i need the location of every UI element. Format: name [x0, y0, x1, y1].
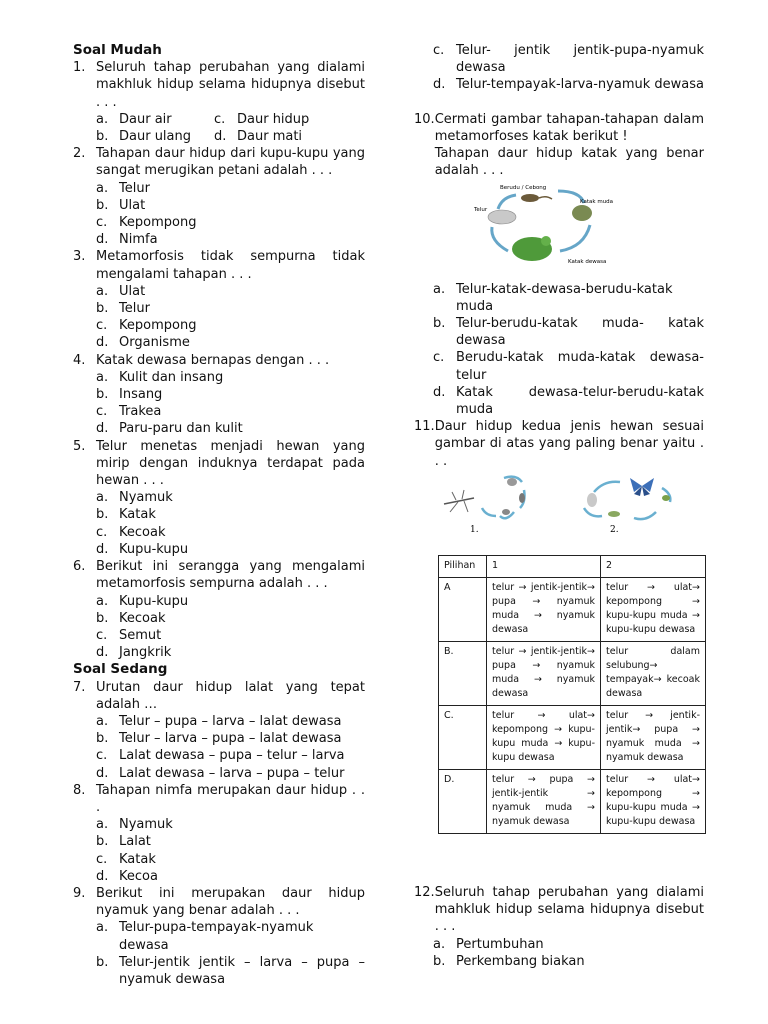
option: b. Ulat [96, 197, 146, 213]
question-11: 11. Daur hidup kedua jenis hewan sesuai gambar di atas yang paling benar yaitu . . . [414, 419, 704, 469]
answer-table [438, 555, 706, 834]
frog-egg [488, 210, 516, 224]
option: a. Telur-katak-dewasa-berudu-katak muda [433, 281, 673, 314]
option: d. Jangkrik [96, 645, 172, 661]
option: b. Telur [96, 301, 150, 317]
q1-options-row-2: b. Daur ulang d. Daur mati [96, 129, 303, 145]
table-cell: D. [439, 770, 487, 834]
table-row [439, 578, 706, 642]
option: c. Telur- jentik jentik-pupa-nyamuk dewasa [433, 43, 704, 76]
table-cell: telur dalam selubung→ tempayak→ kecoak dewasa [601, 642, 706, 706]
option: d. Paru-paru dan kulit [96, 421, 243, 437]
question-3: 3. Metamorfosis tidak sempurna tidak mengalami tahapan . . . [73, 249, 365, 282]
frog-life-cycle-figure [472, 183, 704, 274]
tadpole [521, 194, 539, 202]
option: d. Katak dewasa-telur-berudu-katak muda [433, 384, 704, 418]
section-title-easy: Soal Mudah [73, 42, 162, 58]
option: c. Kecoak [96, 524, 166, 540]
table-cell: telur → ulat→ kepompong → kupu-kupu muda → kupu-kupu dewasa [601, 770, 706, 834]
option: a. Pertumbuhan [433, 936, 544, 952]
option: b. Insang [96, 387, 163, 403]
question-10: 10. Cermati gambar tahapan-tahapan dalam metamorfoses katak berikut ! Tahapan daur hidup katak yang benar adalah . . . [414, 111, 704, 179]
question-6: 6. Berikut ini serangga yang mengalami metamorfosis sempurna adalah . . . [73, 559, 365, 592]
option: c. Berudu-katak muda-katak dewasa-telur [433, 350, 704, 383]
label-young-frog: Katak muda [580, 199, 614, 206]
option: d. Nimfa [96, 232, 158, 248]
option: a. Ulat [96, 283, 146, 299]
table-header-row [439, 556, 706, 578]
option: a. Telur [96, 180, 150, 196]
question-12: 12. Seluruh tahap perubahan yang dialami mahkluk hidup selama hidupnya disebut . . . [414, 885, 704, 935]
table-cell: telur → jentik-jentik→ pupa → nyamuk muda → nyamuk dewasa [601, 706, 706, 770]
table-header: 2 [601, 556, 706, 578]
table-header: 1 [487, 556, 601, 578]
option: a. Telur-pupa-tempayak-nyamuk dewasa [96, 920, 314, 953]
option: a. Nyamuk [96, 490, 173, 506]
option: a. Nyamuk [96, 817, 173, 833]
table-cell: telur → ulat→ kepompong → kupu-kupu muda → kupu-kupu dewasa [487, 706, 601, 770]
figure-label-1: 1. [470, 524, 479, 535]
question-4: 4. Katak dewasa bernapas dengan . . . [73, 352, 330, 368]
question-7: 7. Urutan daur hidup lalat yang tepat adalah … [73, 679, 365, 712]
option: d. Kupu-kupu [96, 541, 189, 557]
table-cell: B. [439, 642, 487, 706]
option: c. Lalat dewasa – pupa – telur – larva [96, 748, 345, 764]
table-cell: telur → jentik-jentik→ pupa → nyamuk muda → nyamuk dewasa [487, 642, 601, 706]
option: d. Telur-tempayak-larva-nyamuk dewasa [433, 77, 704, 93]
option: a. Kulit dan insang [96, 369, 224, 385]
option: b. Telur-jentik jentik – larva – pupa – nyamuk dewasa [96, 954, 365, 987]
butterfly-cycle-figure [584, 478, 670, 535]
option: d. Kecoa [96, 868, 158, 884]
label-tadpole: Berudu / Cebong [500, 185, 547, 192]
figure-label-2: 2. [610, 524, 619, 535]
option: b. Lalat [96, 834, 151, 850]
label-egg: Telur [474, 207, 488, 214]
option: d. Organisme [96, 335, 190, 351]
option: a. Telur – pupa – larva – lalat dewasa [96, 713, 342, 729]
section-title-medium: Soal Sedang [73, 661, 168, 678]
question-8: 8. Tahapan nimfa merupakan daur hidup . . . [73, 782, 365, 815]
question-1: 1. Seluruh tahap perubahan yang dialami makhluk hidup selama hidupnya disebut . . . [73, 60, 365, 110]
option: c. Kepompong [96, 318, 197, 334]
option: b. Telur – larva – pupa – lalat dewasa [96, 731, 342, 747]
table-row [439, 706, 706, 770]
label-adult-frog: Katak dewasa [568, 259, 607, 266]
option: a. Kupu-kupu [96, 593, 189, 609]
table-row [439, 642, 706, 706]
table-cell: A [439, 578, 487, 642]
question-5: 5. Telur menetas menjadi hewan yang mirip dengan induknya terdapat pada hewan . . . [73, 438, 365, 489]
left-column [73, 42, 365, 988]
option: c. Kepompong [96, 215, 197, 231]
young-frog [572, 205, 592, 221]
question-2: 2. Tahapan daur hidup dari kupu-kupu yang sangat merugikan petani adalah . . . [73, 146, 365, 179]
option: b. Kecoak [96, 610, 166, 626]
option: d. Lalat dewasa – larva – pupa – telur [96, 765, 345, 781]
option: b. Perkembang biakan [433, 953, 585, 969]
table-cell: telur → jentik-jentik→ pupa → nyamuk muda → nyamuk dewasa [487, 578, 601, 642]
option: c. Trakea [96, 404, 162, 420]
table-cell: telur → pupa → jentik-jentik → nyamuk muda → nyamuk dewasa [487, 770, 601, 834]
q1-options-row-1: a. Daur air c. Daur hidup [96, 111, 310, 127]
right-column [414, 42, 704, 970]
table-header: Pilihan [439, 556, 487, 578]
mosquito-cycle-figure [444, 477, 525, 535]
question-9: 9. Berikut ini merupakan daur hidup nyamuk yang benar adalah . . . [73, 885, 365, 919]
table-cell: C. [439, 706, 487, 770]
option: c. Semut [96, 627, 162, 643]
insect-life-cycle-figures [434, 472, 704, 541]
table-cell: telur → ulat→ kepompong → kupu-kupu muda → kupu-kupu dewasa [601, 578, 706, 642]
table-row [439, 770, 706, 834]
option: b. Telur-berudu-katak muda- katak dewasa [433, 316, 704, 349]
option: b. Katak [96, 507, 156, 523]
option: c. Katak [96, 851, 156, 867]
